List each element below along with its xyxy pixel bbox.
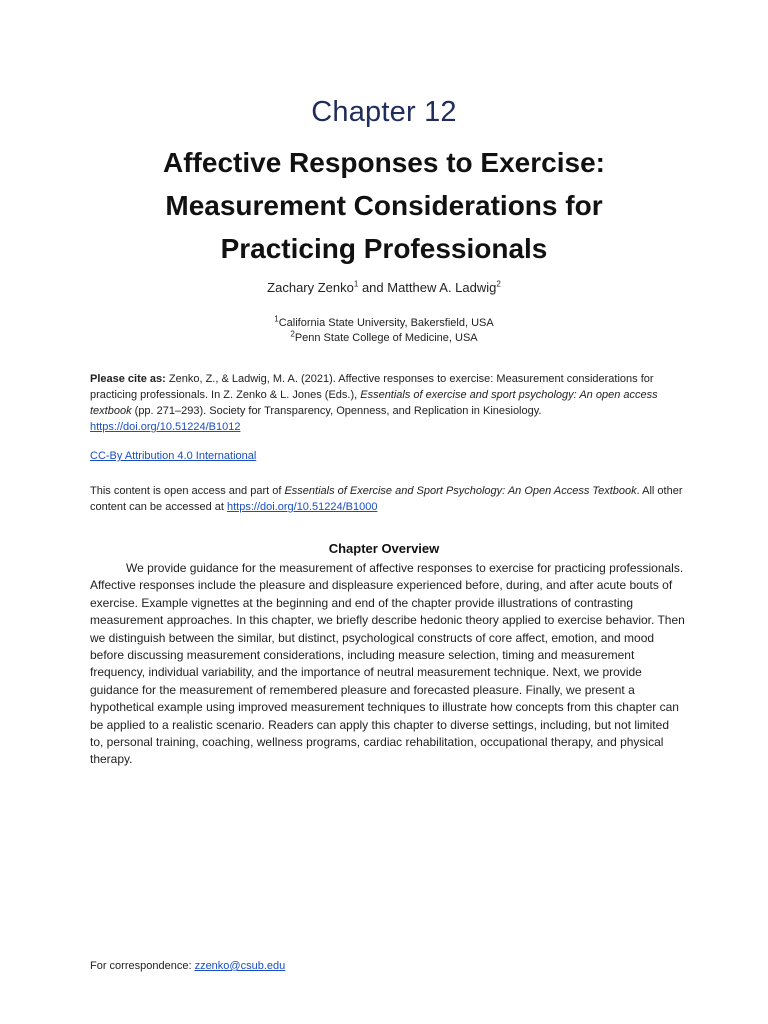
affiliation-text: Penn State College of Medicine, USA [294,332,478,344]
chapter-number: Chapter 12 [311,96,457,128]
citation-label: Please cite as: [90,373,166,385]
access-note-book-title: Essentials of Exercise and Sport Psychology: An Open Access Textbook [284,485,637,497]
chapter-title [100,141,668,270]
access-note [90,483,690,515]
overview-heading: Chapter Overview [328,541,440,556]
affiliation-item [0,316,768,331]
correspondence-email-link[interactable]: zzenko@csub.edu [194,960,286,972]
affiliation-superscript: 2 [290,329,295,339]
affiliation-item [0,331,768,346]
author-superscript: 2 [496,279,501,289]
correspondence-label: For correspondence: [90,960,195,972]
citation-text: (pp. 271–293). Society for Transparency, Openness, and Replication in Kinesiology. [131,405,542,417]
access-note-text: This content is open access and part of [90,485,285,497]
citation-text: Zenko, Z., & Ladwig, M. A. (2021). Affective responses to exercise: Measurement considerations for practicing professionals. In Z. Zenko & L. Jones (Eds.), [90,373,654,401]
author-name: Matthew A. Ladwig [387,280,497,295]
access-note-text: . All other content can be accessed at [90,485,683,513]
affiliation-text: California State University, Bakersfield, USA [278,317,494,329]
author-conjunction: and [358,280,388,295]
correspondence-line [90,960,285,972]
author-superscript: 1 [353,279,359,289]
chapter-title-line: Practicing Professionals [220,233,548,264]
affiliation-list [0,316,768,346]
chapter-title-line: Affective Responses to Exercise: [163,147,605,178]
citation-doi-link[interactable]: https://doi.org/10.51224/B1012 [90,421,241,433]
license-block [90,450,256,462]
citation-book-title: Essentials of exercise and sport psychology: An open access textbook [90,389,658,417]
affiliation-superscript: 1 [274,314,279,324]
license-link[interactable]: CC-By Attribution 4.0 International [90,450,257,462]
access-doi-link[interactable]: https://doi.org/10.51224/B1000 [226,501,378,513]
overview-paragraph: We provide guidance for the measurement of affective responses to exercise for practicing professionals. Affective responses include the pleasure and displeasure experienced before, during, and after acute bouts of exercise. Example vignettes at the beginning and end of the chapter provide illustrations of contrasting measurement approaches. In this chapter, we briefly describe hedonic theory applied to exercise behavior. Then we distinguish between the similar, but distinct, psychological constructs of core affect, emotion, and mood before discussing measurement considerations, including measure selection, timing and measurement frequency, individual variability, and the importance of neutral measurement technique. Next, we provide guidance for the measurement of remembered pleasure and forecasted pleasure. Finally, we present a hypothetical example using improved measurement techniques to illustrate how concepts from this chapter can be applied to a realistic scenario. Readers can apply this chapter to diverse settings, including, but not limited to, personal training, coaching, wellness programs, cardiac rehabilitation, occupational therapy, and physical therapy. [90,561,685,767]
chapter-title-line: Measurement Considerations for [165,190,603,221]
author-list [0,280,768,295]
author-name: Zachary Zenko [267,280,354,295]
citation-block [90,371,685,435]
